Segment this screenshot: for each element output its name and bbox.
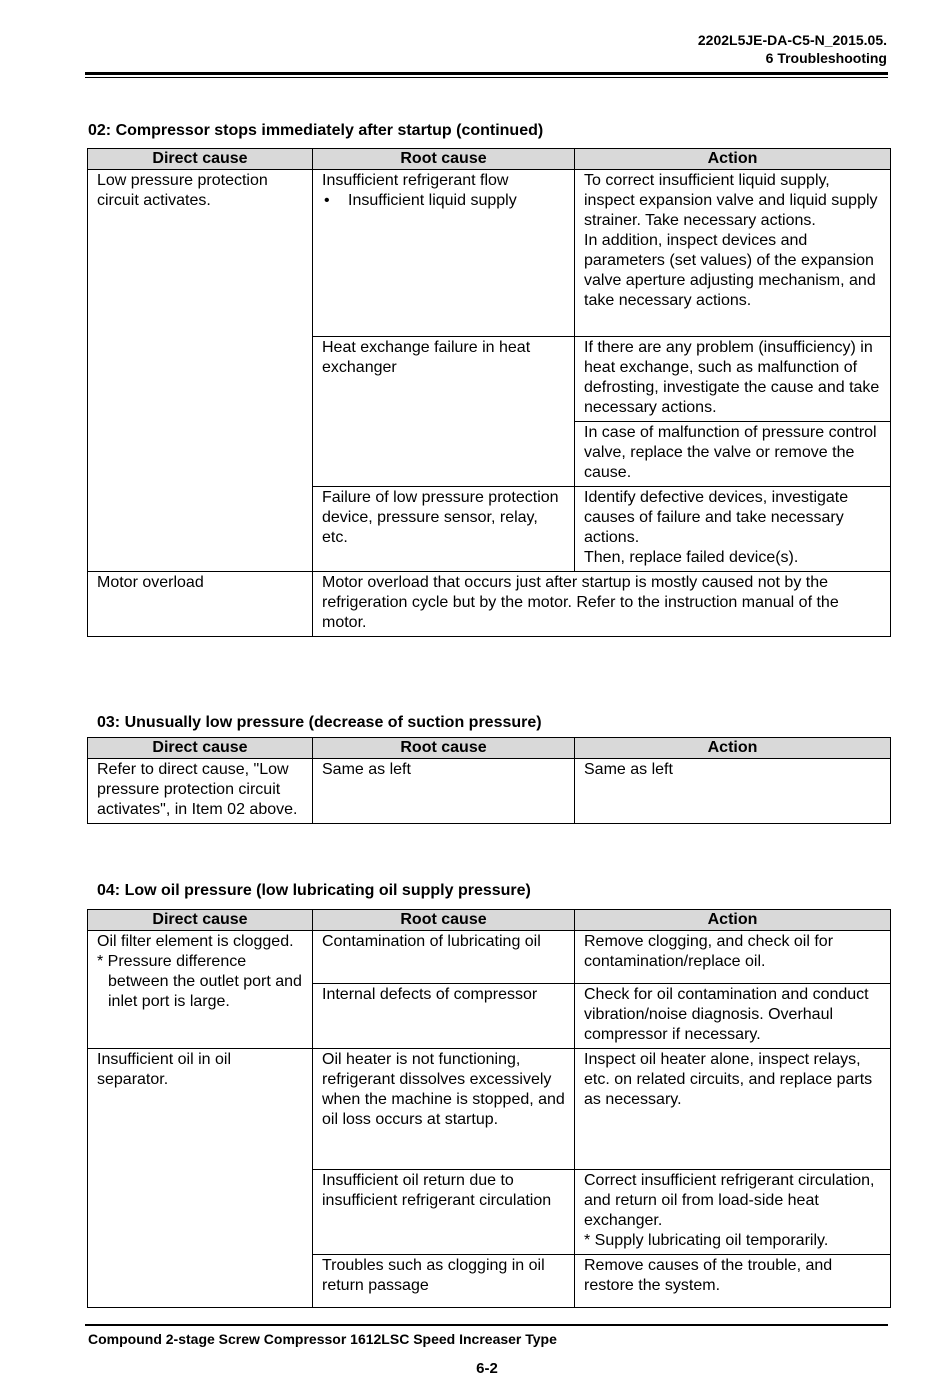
table-section-02 bbox=[87, 148, 891, 637]
table-section-04 bbox=[87, 909, 891, 1308]
col-root-cause: Root cause bbox=[313, 910, 575, 931]
direct-cause-cell bbox=[88, 931, 313, 1049]
action-cell: Same as left bbox=[575, 759, 891, 824]
doc-code: 2202L5JE-DA-C5-N_2015.05. bbox=[697, 32, 887, 48]
direct-cause-cell: Refer to direct cause, "Low pressure protection circuit activates", in Item 02 above. bbox=[88, 759, 313, 824]
direct-cause-cell: Motor overload bbox=[88, 572, 313, 637]
col-direct-cause: Direct cause bbox=[88, 738, 313, 759]
col-action: Action bbox=[575, 738, 891, 759]
col-root-cause: Root cause bbox=[313, 738, 575, 759]
direct-cause-cell: Insufficient oil in oil separator. bbox=[88, 1049, 313, 1308]
action-cell bbox=[575, 170, 891, 337]
direct-cause-cell: Low pressure protection circuit activates. bbox=[88, 170, 313, 572]
col-direct-cause: Direct cause bbox=[88, 149, 313, 170]
chapter-title: 6 Troubleshooting bbox=[765, 50, 887, 66]
table-row bbox=[88, 1049, 891, 1170]
col-action: Action bbox=[575, 149, 891, 170]
root-cause-cell bbox=[313, 170, 575, 337]
action-cell: Remove causes of the trouble, and restore the system. bbox=[575, 1255, 891, 1308]
action-cell: Inspect oil heater alone, inspect relays, etc. on related circuits, and replace parts as necessary. bbox=[575, 1049, 891, 1170]
page-header bbox=[698, 31, 887, 67]
root-cause-text: Insufficient refrigerant flow bbox=[322, 172, 509, 189]
col-root-cause: Root cause bbox=[313, 149, 575, 170]
root-cause-cell: Troubles such as clogging in oil return passage bbox=[313, 1255, 575, 1308]
col-action: Action bbox=[575, 910, 891, 931]
action-cell: In case of malfunction of pressure control valve, replace the valve or remove the cause. bbox=[575, 422, 891, 487]
action-cell: Check for oil contamination and conduct vibration/noise diagnosis. Overhaul compressor if necessary. bbox=[575, 984, 891, 1049]
action-text: Identify defective devices, investigate causes of failure and take necessary actions. bbox=[584, 489, 849, 546]
root-cause-cell: Failure of low pressure protection device, pressure sensor, relay, etc. bbox=[313, 487, 575, 572]
table-row bbox=[88, 759, 891, 824]
table-header-row bbox=[88, 149, 891, 170]
action-text: Then, replace failed device(s). bbox=[584, 549, 799, 566]
merged-cell: Motor overload that occurs just after startup is mostly caused not by the refrigeration cycle but by the motor. Refer to the instruction manual of the motor. bbox=[313, 572, 891, 637]
section-04-title: 04: Low oil pressure (low lubricating oil supply pressure) bbox=[97, 882, 531, 899]
direct-cause-text: Oil filter element is clogged. bbox=[97, 933, 294, 950]
footer-product: Compound 2-stage Screw Compressor 1612LSC Speed Increaser Type bbox=[88, 1331, 557, 1347]
page-number: 6-2 bbox=[476, 1360, 498, 1377]
root-cause-cell: Same as left bbox=[313, 759, 575, 824]
root-cause-cell: Insufficient oil return due to insufficient refrigerant circulation bbox=[313, 1170, 575, 1255]
action-text: In addition, inspect devices and parameters (set values) of the expansion valve aperture adjusting mechanism, and take necessary actions. bbox=[584, 232, 876, 309]
table-section-03 bbox=[87, 737, 891, 824]
col-direct-cause: Direct cause bbox=[88, 910, 313, 931]
footer-rule bbox=[85, 1324, 888, 1326]
table-row bbox=[88, 572, 891, 637]
action-cell bbox=[575, 487, 891, 572]
note-text: between the outlet port and inlet port is large. bbox=[108, 973, 302, 1010]
bullet-item: • Insufficient liquid supply bbox=[322, 191, 566, 211]
note-text: * Supply lubricating oil temporarily. bbox=[584, 1232, 829, 1249]
action-text: Correct insufficient refrigerant circulation, and return oil from load-side heat exchanger. bbox=[584, 1172, 875, 1229]
action-cell: Remove clogging, and check oil for contamination/replace oil. bbox=[575, 931, 891, 984]
table-header-row bbox=[88, 910, 891, 931]
root-cause-cell: Oil heater is not functioning, refrigerant dissolves excessively when the machine is stopped, and oil loss occurs at startup. bbox=[313, 1049, 575, 1170]
table-row bbox=[88, 931, 891, 984]
root-cause-cell: Contamination of lubricating oil bbox=[313, 931, 575, 984]
root-cause-cell: Heat exchange failure in heat exchanger bbox=[313, 337, 575, 487]
section-03-title: 03: Unusually low pressure (decrease of suction pressure) bbox=[97, 714, 542, 731]
note-text: * Pressure difference bbox=[97, 953, 247, 970]
action-cell bbox=[575, 1170, 891, 1255]
root-cause-cell: Internal defects of compressor bbox=[313, 984, 575, 1049]
table-header-row bbox=[88, 738, 891, 759]
section-02-title: 02: Compressor stops immediately after startup (continued) bbox=[88, 122, 544, 139]
action-text: To correct insufficient liquid supply, inspect expansion valve and liquid supply strainer. Take necessary actions. bbox=[584, 172, 878, 229]
header-rule bbox=[85, 72, 888, 78]
table-row bbox=[88, 170, 891, 337]
action-cell: If there are any problem (insufficiency) in heat exchange, such as malfunction of defrosting, investigate the cause and take necessary actions. bbox=[575, 337, 891, 422]
